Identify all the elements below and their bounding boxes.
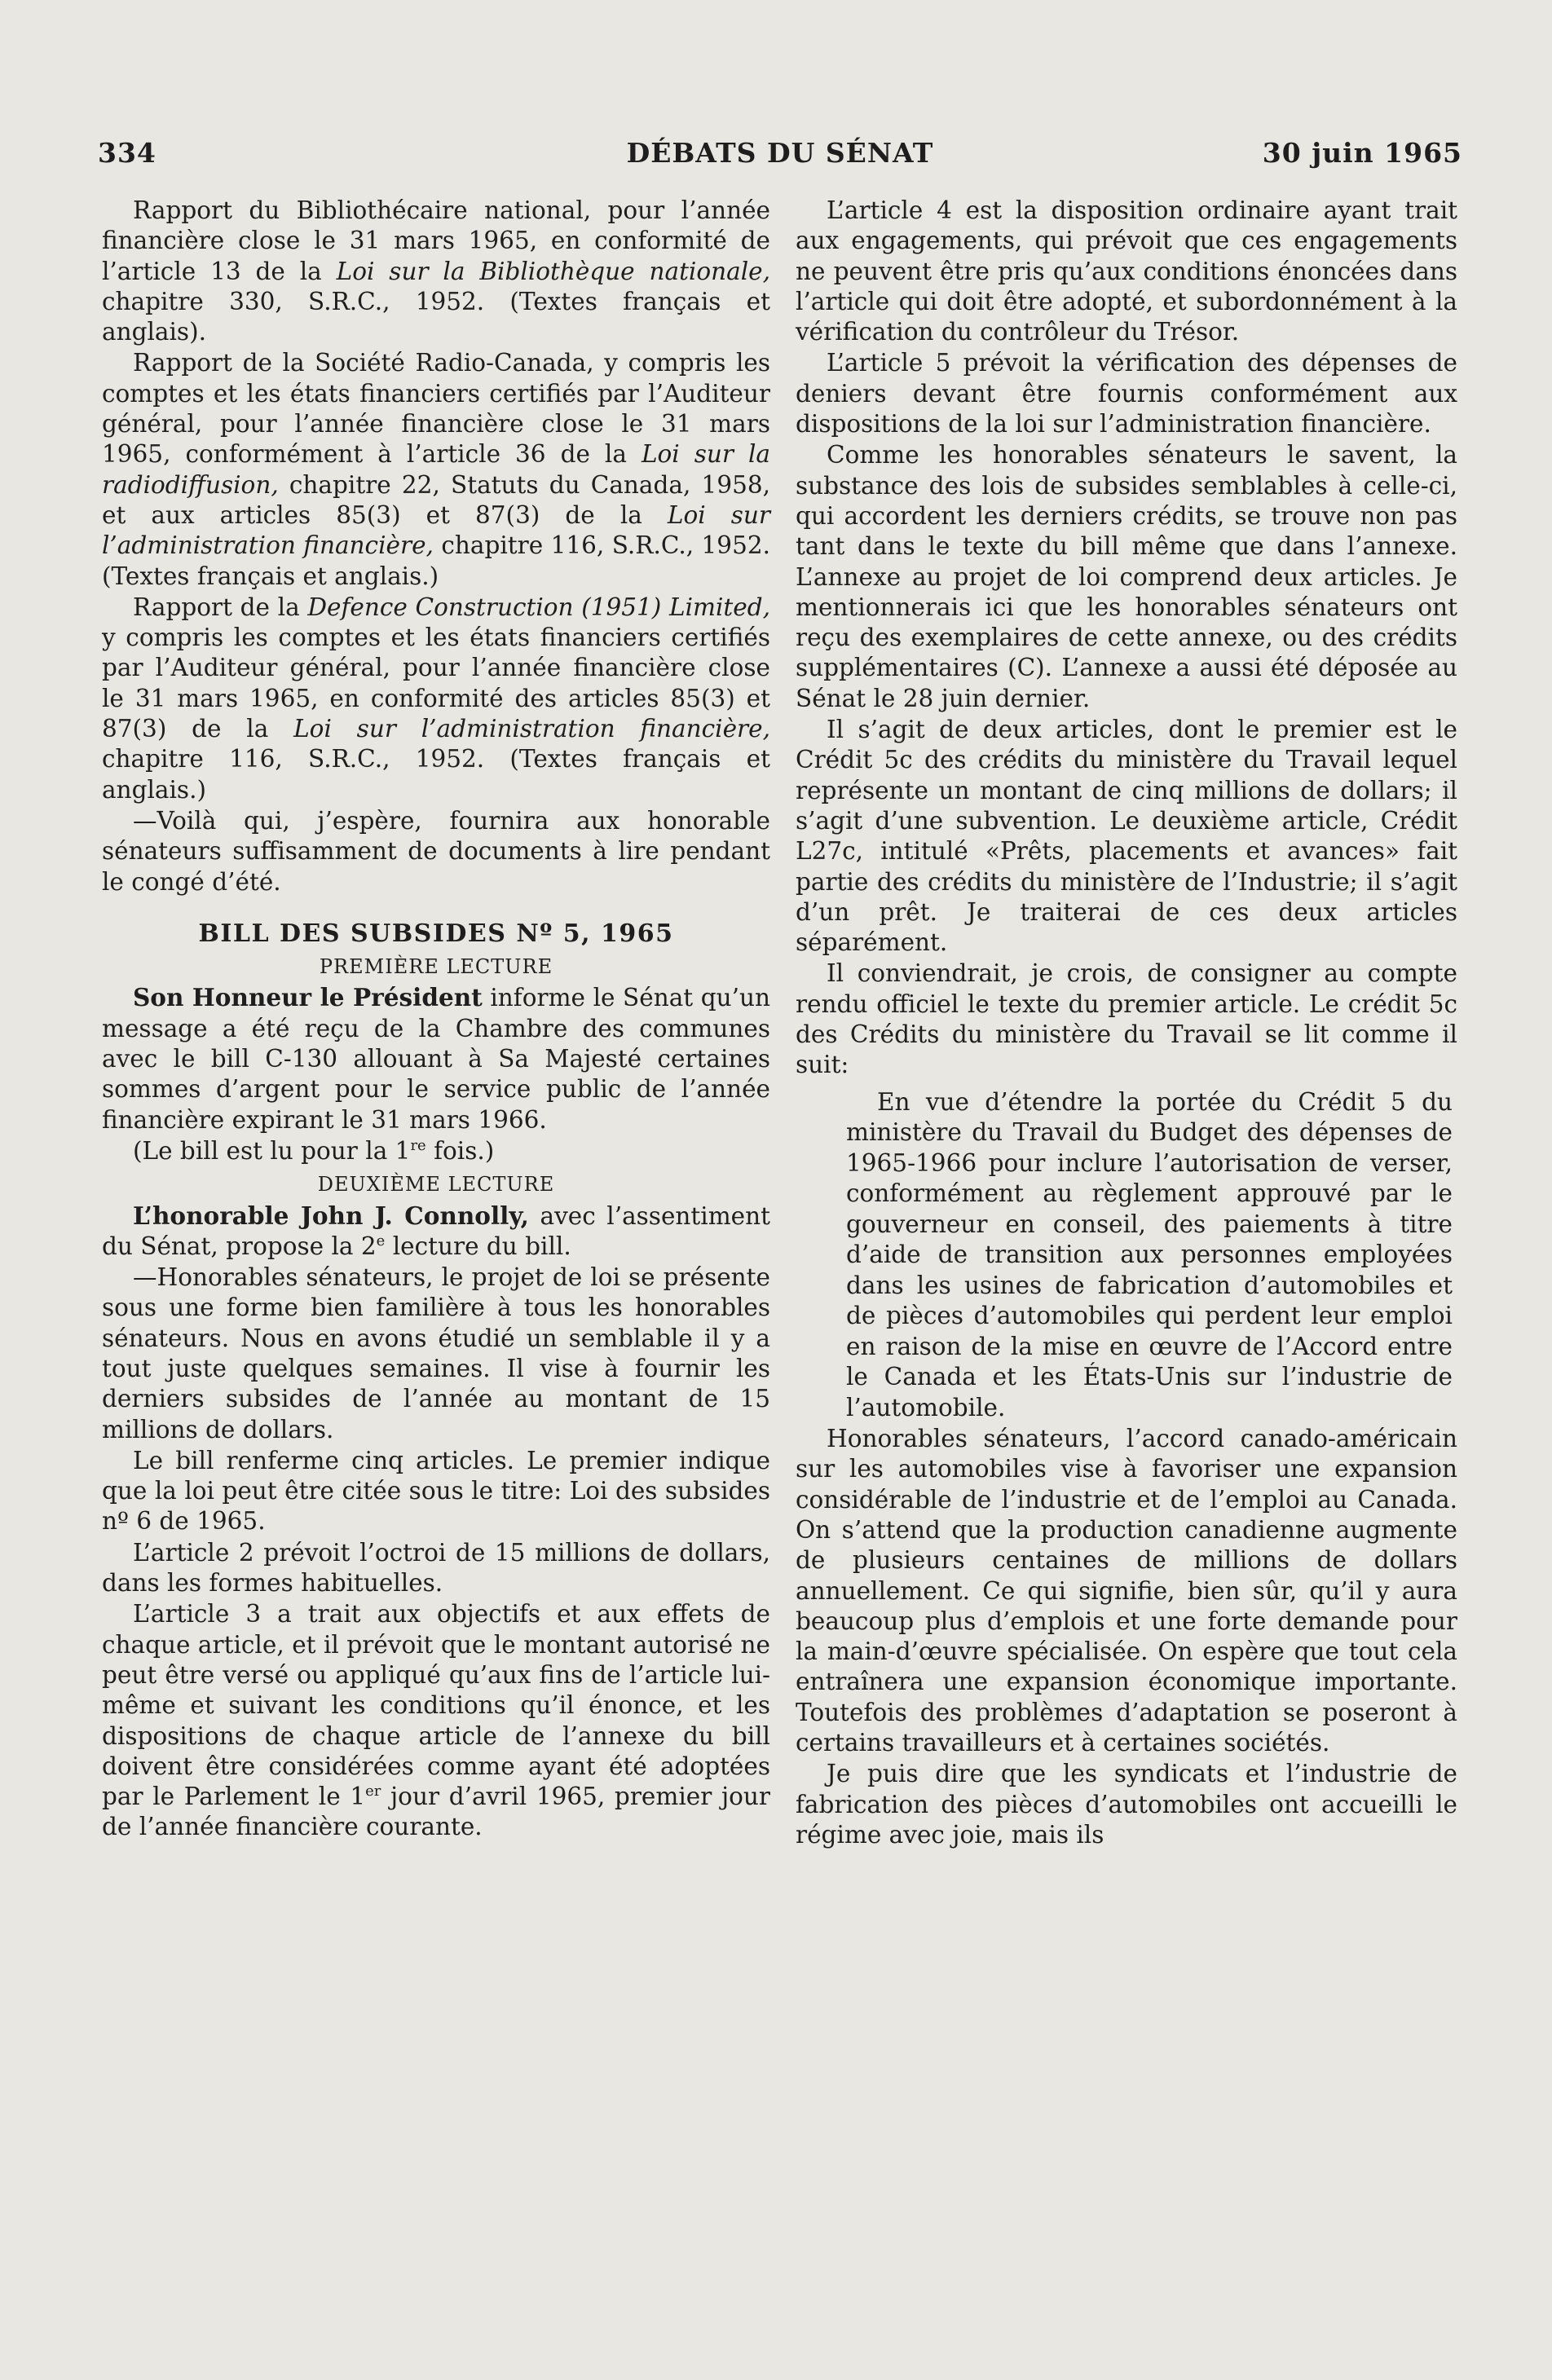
paragraph: L’article 2 prévoit l’octroi de 15 millions de dollars, dans les formes habituelles. bbox=[102, 1538, 770, 1598]
page-header bbox=[98, 137, 1462, 173]
issue-date: 30 juin 1965 bbox=[1262, 137, 1462, 169]
paragraph: —Honorables sénateurs, le projet de loi se présente sous une forme bien familière à tous les honorables sénateurs. Nous en avons étudié un semblable il y a tout juste quelques semaines. Il vise à fournir les derniers subsides de l’année au montant de 15 millions de dollars. bbox=[102, 1263, 770, 1443]
paragraph: Honorables sénateurs, l’accord canado-américain sur les automobiles vise à favoriser une expansion considérable de l’industrie et de l’emploi au Canada. On s’attend que la production canadienne augmente de plusieurs centaines de millions de dollars annuellement. Ce qui signifie, bien sûr, qu’il y aura beaucoup plus d’emplois et une forte demande pour la main-d’œuvre spécialisée. On espère que tout cela entraînera une expansion économique importante. Toutefois des problèmes d’adaptation se poseront à certains travailleurs et à certaines sociétés. bbox=[796, 1425, 1457, 1757]
paragraph: Rapport de la Société Radio-Canada, y compris les comptes et les états financiers certifiés par l’Auditeur général, pour l’année financière close le 31 mars 1965, conformément à l’article 36 de la Loi sur la radiodiffusion, chapitre 22, Statuts du Canada, 1958, et aux articles 85(3) et 87(3) de la Loi sur l’administration financière, chapitre 116, S.R.C., 1952. (Textes français et anglais.) bbox=[102, 349, 770, 590]
paragraph: Rapport du Bibliothécaire national, pour l’année financière close le 31 mars 1965, en conformité de l’article 13 de la Loi sur la Bibliothèque nationale, chapitre 330, S.R.C., 1952. (Textes français et anglais). bbox=[102, 196, 770, 346]
speaker-name: L’honorable John J. Connolly, bbox=[133, 1201, 529, 1230]
paragraph: L’article 5 prévoit la vérification des dépenses de deniers devant être fournis conformément aux dispositions de la loi sur l’administration financière. bbox=[796, 349, 1457, 439]
paragraph: (Le bill est lu pour la 1re fois.) bbox=[133, 1136, 495, 1165]
paragraph: L’article 4 est la disposition ordinaire ayant trait aux engagements, qui prévoit que ces engagements ne peuvent être pris qu’aux conditions énoncées dans l’article qui doit être adopté, et subordonnément à la vérification du contrôleur du Trésor. bbox=[796, 196, 1457, 346]
subsection-heading: PREMIÈRE LECTURE bbox=[319, 955, 553, 979]
publication-title: DÉBATS DU SÉNAT bbox=[626, 137, 934, 169]
page-number: 334 bbox=[98, 137, 157, 169]
paragraph: Je puis dire que les syndicats et l’industrie de fabrication des pièces d’automobiles ont accueilli le régime avec joie, mais ils bbox=[796, 1760, 1457, 1849]
paragraph: Il s’agit de deux articles, dont le premier est le Crédit 5c des crédits du ministère du Travail lequel représente un montant de cinq millions de dollars; il s’agit d’une subvention. Le deuxième article, Crédit L27c, intitulé «Prêts, placements et avances» fait partie des crédits du ministère de l’Industrie; il s’agit d’un prêt. Je traiterai de ces deux articles séparément. bbox=[796, 716, 1457, 957]
paragraph: Son Honneur le Président informe le Sénat qu’un message a été reçu de la Chambre des communes avec le bill C-130 allouant à Sa Majesté certaines sommes d’argent pour le service public de l’année financière expirant le 31 mars 1966. bbox=[102, 983, 770, 1134]
paragraph: Il conviendrait, je crois, de consigner au compte rendu officiel le texte du premier article. Le crédit 5c des Crédits du ministère du Travail se lit comme il suit: bbox=[796, 959, 1457, 1079]
paragraph: L’article 3 a trait aux objectifs et aux effets de chaque article, et il prévoit que le montant autorisé ne peut être versé ou appliqué qu’aux fins de l’article lui-même et suivant les conditions qu’il énonce, et les dispositions de chaque article de l’annexe du bill doivent être considérées comme ayant été adoptées par le Parlement le 1er jour d’avril 1965, premier jour de l’année financière courante. bbox=[102, 1600, 770, 1841]
block-quote: En vue d’étendre la portée du Crédit 5 du ministère du Travail du Budget des dépenses de 1965-1966 pour inclure l’autorisation de verser, conformément au règlement approuvé par le gouverneur en conseil, des paiements à titre d’aide de transition aux personnes employées dans les usines de fabrication d’automobiles et de pièces d’automobiles qui perdent leur emploi en raison de la mise en œuvre de l’Accord entre le Canada et les États-Unis sur l’industrie de l’automobile. bbox=[846, 1087, 1453, 1421]
section-heading: BILL DES SUBSIDES Nº 5, 1965 bbox=[198, 919, 674, 948]
right-column bbox=[796, 196, 1457, 1850]
left-column bbox=[102, 196, 770, 1843]
paragraph: —Voilà qui, j’espère, fournira aux honorable sénateurs suffisamment de documents à lire pendant le congé d’été. bbox=[102, 806, 770, 896]
speaker-name: Son Honneur le Président bbox=[133, 983, 483, 1012]
paragraph: Le bill renferme cinq articles. Le premier indique que la loi peut être citée sous le titre: Loi des subsides nº 6 de 1965. bbox=[102, 1446, 770, 1536]
paragraph: Comme les honorables sénateurs le savent, la substance des lois de subsides semblables à celle-ci, qui accordent les derniers crédits, se trouve non pas tant dans le texte du bill même que dans l’annexe. L’annexe au projet de loi comprend deux articles. Je mentionnerais ici que les honorables sénateurs ont reçu des exemplaires de cette annexe, ou des crédits supplémentaires (C). L’annexe a aussi été déposée au Sénat le 28 juin dernier. bbox=[796, 441, 1457, 712]
paragraph: Rapport de la Defence Construction (1951) Limited, y compris les comptes et les états financiers certifiés par l’Auditeur général, pour l’année financière close le 31 mars 1965, en conformité des articles 85(3) et 87(3) de la Loi sur l’administration financière, chapitre 116, S.R.C., 1952. (Textes français et anglais.) bbox=[102, 593, 770, 804]
paragraph: L’honorable John J. Connolly, avec l’assentiment du Sénat, propose la 2e lecture du bill. bbox=[102, 1201, 770, 1260]
subsection-heading: DEUXIÈME LECTURE bbox=[317, 1173, 555, 1197]
